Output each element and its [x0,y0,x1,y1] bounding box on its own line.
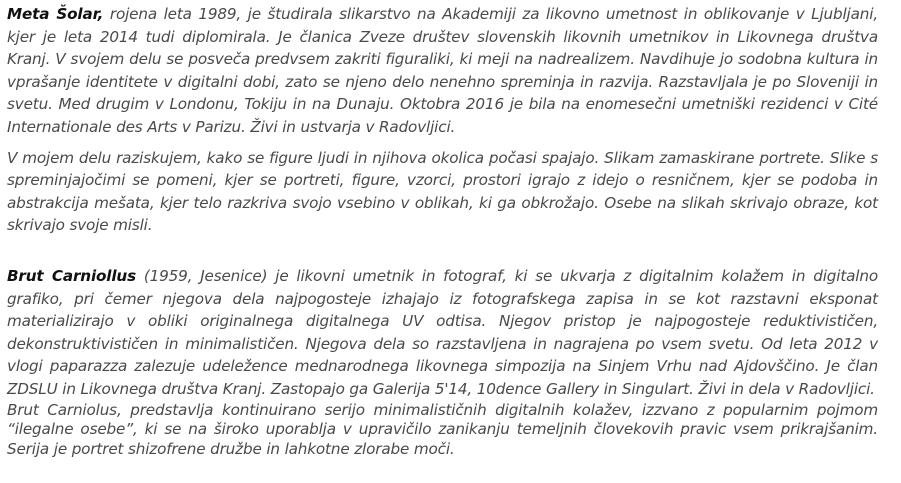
spacer [7,139,878,147]
artist-bios-document [7,3,878,459]
section-divider-space [7,237,878,265]
artist1-statement: V mojem delu raziskujem, kako se figure ljudi in njihova okolica počasi spajajo. Slikam zamaskirane portrete. Slike s spreminjajočimi se pomeni, kjer se portreti, figure, vzorci, prostori igrajo z idejo o resničnem, kjer se podoba in abstrakcija mešata, kjer telo razkriva svojo vsebino v oblikah, ki ga obkrožajo. Osebe na slikah skrivajo obraze, kot skrivajo svoje misli. [7,148,878,235]
artist2-bio-paragraph [7,265,878,401]
artist2-statement: Brut Carniolus, predstavlja kontinuirano serijo minimalističnih digitalnih kolažev, izzvano z popularnim pojmom “ilegalne osebe”, ki se na široko uporablja v upravičilo zanikanju temeljnih človekovih pravic vsem prikrajšanim. Serija je portret shizofrene družbe in lahkotne zlorabe moči. [7,400,878,458]
artist1-name: Meta Šolar, [7,5,104,23]
artist1-bio-paragraph [7,3,878,139]
artist2-name: Brut Carniollus [7,266,136,285]
artist1-bio-text: rojena leta 1989, je študirala slikarstvo na Akademiji za likovno umetnost in oblikovanje v Ljubljani, kjer je leta 2014 tudi diplomirala. Je članica Zveze društev slovenskih likovnih umetnikov in Likovnega društva Kranj. V svojem delu se posveča predvsem zakriti figuraliki, ki meji na nadrealizem. Navdihuje jo sodobna kultura in vprašanje identitete v digitalni dobi, zato se njeno delo nenehno spreminja in razvija. Razstavljala je po Sloveniji in svetu. Med drugim v Londonu, Tokiju in na Dunaju. Oktobra 2016 je bila na enomesečni umetniški rezidenci v Cité Internationale des Arts v Parizu. Živi in ustvarja v Radovljici. [7,5,879,136]
artist2-bio-text: (1959, Jesenice) je likovni umetnik in fotograf, ki se ukvarja z digitalnim kolažem in digitalno grafiko, pri čemer njegova dela najpogosteje izhajajo iz fotografskega zapisa in se kot razstavni eksponat materializirajo v obliki originalnega digitalnega UV odtisa. Njegov pristop je najpogosteje reduktivističen, dekonstruktivističen in minimalističen. Njegova dela so razstavljena in nagrajena po vsem svetu. Od leta 2012 v vlogi paparazza zalezuje udeležence mednarodnega likovnega simpozija na Sinjem Vrhu nad Ajdovščino. Je član ZDSLU in Likovnega društva Kranj. Zastopajo ga Galerija 5'14, 10dence Gallery in Singulart. Živi in dela v Radovljici. [7,266,878,398]
